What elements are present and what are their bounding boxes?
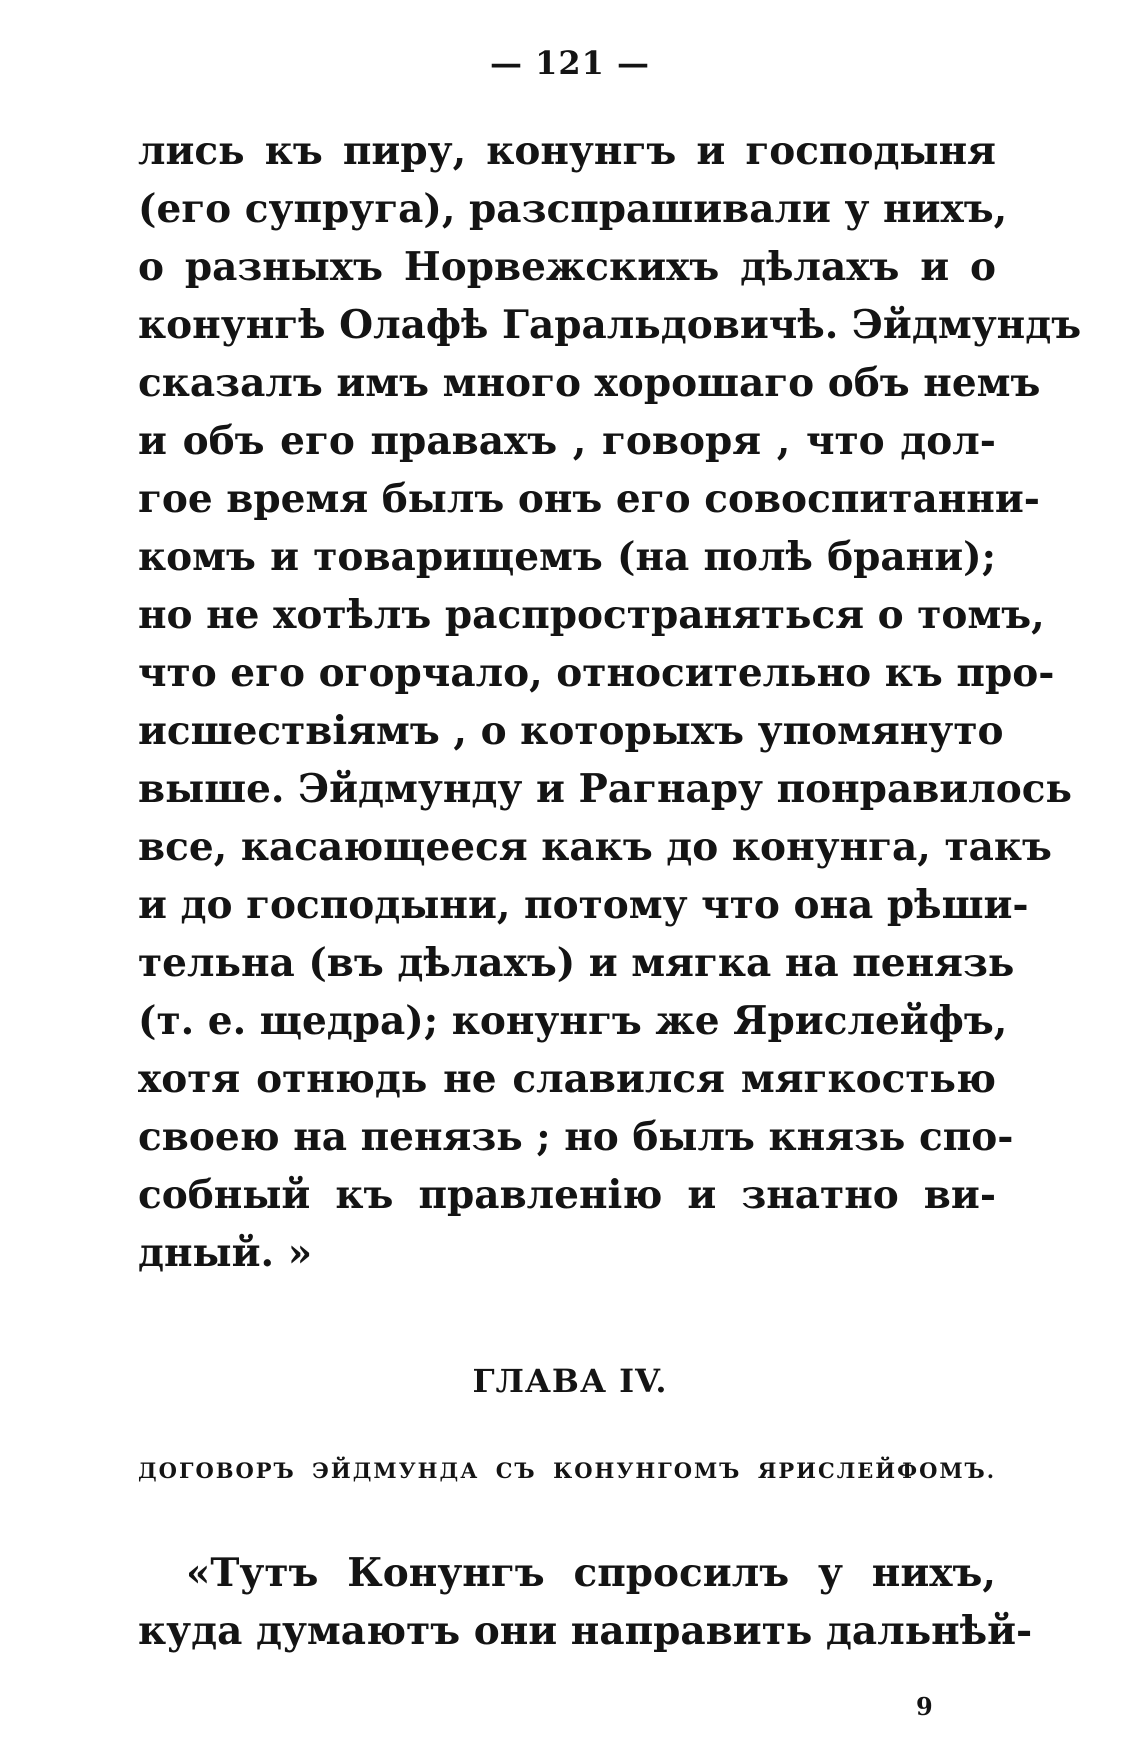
text-line: исшествіямъ , о которыхъ упомянуто (138, 708, 1004, 754)
page-number: — 121 — (489, 44, 651, 82)
text-line: лись къ пиру, конунгъ и господыня (138, 128, 996, 174)
text-line: и объ его правахъ , говоря , что дол- (138, 418, 996, 464)
text-line: дный. » (138, 1230, 313, 1276)
chapter-opening-text (138, 1544, 1033, 1660)
text-line: (его супруга), разспрашивали у нихъ, (138, 186, 1008, 232)
text-line: гое время былъ онъ его совоспитанни- (138, 476, 1040, 522)
text-line: собный къ правленію и знатно ви- (138, 1172, 996, 1218)
text-line: все, касающееся какъ до конунга, такъ (138, 824, 1052, 870)
body-text (138, 122, 1082, 1282)
text-line: своею на пенязь ; но былъ князь спо- (138, 1114, 1014, 1160)
text-line: тельна (въ дѣлахъ) и мягка на пенязь (138, 940, 1015, 986)
signature-mark: 9 (916, 1692, 933, 1721)
text-line: и до господыни, потому что она рѣши- (138, 882, 1029, 928)
text-line: сказалъ имъ много хорошаго объ немъ (138, 360, 1041, 406)
text-line: конунгѣ Олафѣ Гаральдовичѣ. Эйдмундъ (138, 302, 1082, 348)
chapter-title: ГЛАВА IV. (472, 1362, 668, 1400)
text-line: куда думаютъ они направить дальнѣй- (138, 1608, 1033, 1654)
text-line: выше. Эйдмунду и Рагнару понравилось (138, 766, 1072, 812)
text-line: что его огорчало, относительно къ про- (138, 650, 1055, 696)
text-line: (т. е. щедра); конунгъ же Ярислейфъ, (138, 998, 1008, 1044)
text-line: хотя отнюдь не славился мягкостью (138, 1056, 996, 1102)
text-line: но не хотѣлъ распространяться о томъ, (138, 592, 1045, 638)
chapter-subtitle: ДОГОВОРЪ ЭЙДМУНДА СЪ КОНУНГОМЪ ЯРИСЛЕЙФОМЪ. (138, 1458, 996, 1483)
text-line: комъ и товарищемъ (на полѣ брани); (138, 534, 996, 580)
text-line: о разныхъ Норвежскихъ дѣлахъ и о (138, 244, 996, 290)
text-line: «Тутъ Конунгъ спросилъ у нихъ, (186, 1550, 996, 1596)
